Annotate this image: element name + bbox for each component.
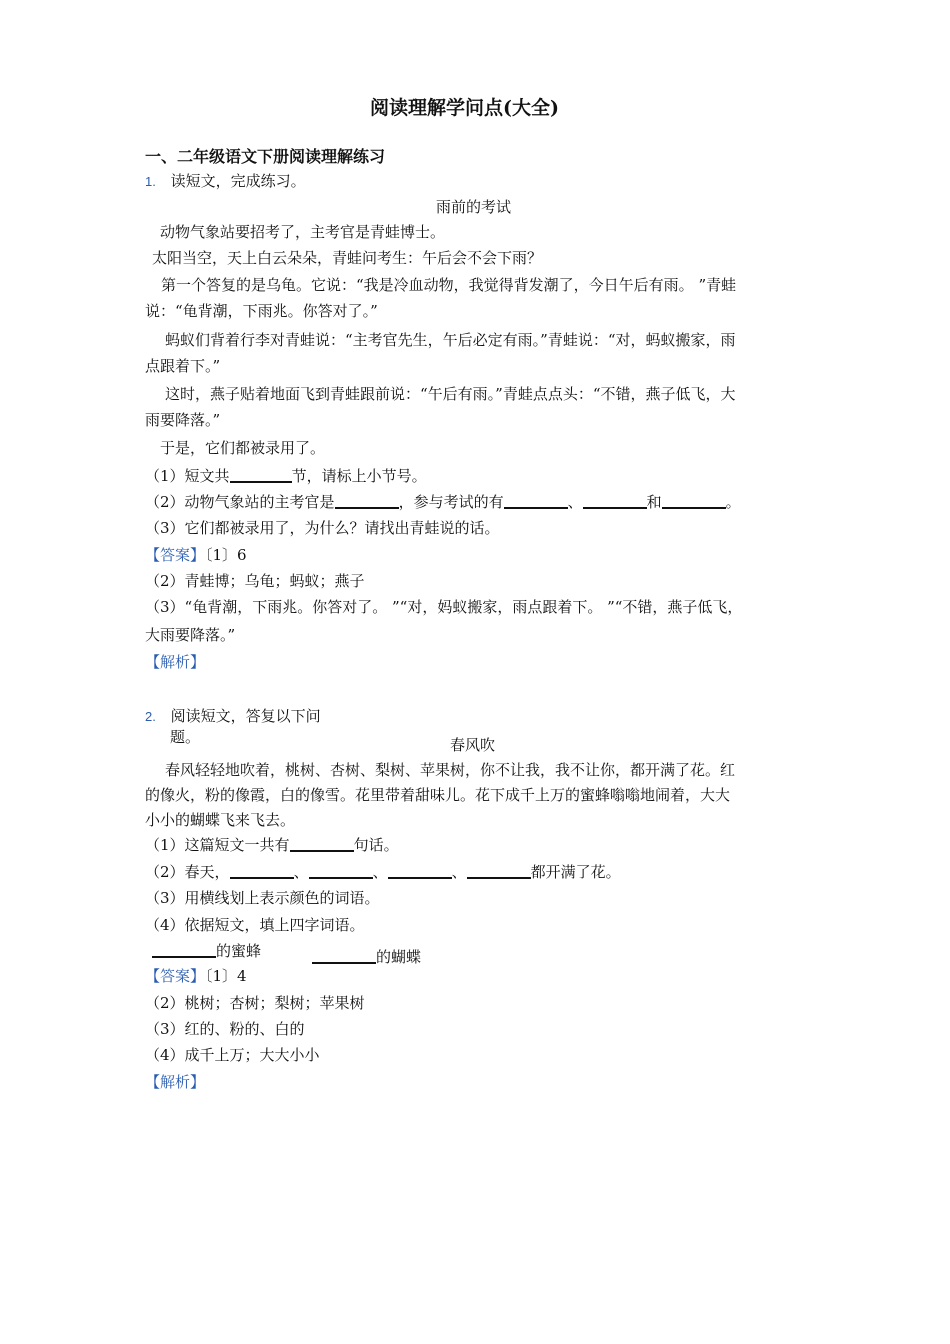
answer-text: 〔1〕6 bbox=[205, 546, 247, 564]
fill-phrase-1 bbox=[152, 941, 261, 961]
answer-text: 〔1〕4 bbox=[205, 967, 247, 985]
sub-question-3 bbox=[145, 518, 500, 538]
answer-line bbox=[145, 993, 365, 1013]
answer-line bbox=[145, 1045, 320, 1065]
prompt-text: 读短文，完成练习。 bbox=[170, 172, 306, 190]
separator: 、 bbox=[293, 863, 309, 881]
fill-blank[interactable] bbox=[230, 863, 294, 879]
sub-number: （1） bbox=[145, 467, 185, 485]
sub-question-2 bbox=[145, 862, 621, 882]
paragraph: 动物气象站要招考了，主考官是青蛙博士。 bbox=[160, 223, 446, 241]
answer-text: 桃树；杏树；梨树；苹果树 bbox=[184, 994, 365, 1012]
sub-text: 。 bbox=[725, 493, 741, 511]
analysis-label: 【解析】 bbox=[145, 1073, 206, 1091]
fill-blank[interactable] bbox=[388, 863, 452, 879]
prompt-text-cont: 题。 bbox=[170, 728, 201, 746]
paragraph: 于是，它们都被录用了。 bbox=[160, 439, 326, 457]
sub-number: （4） bbox=[145, 1046, 185, 1064]
section-heading: 一、二年级语文下册阅读理解练习 bbox=[145, 147, 386, 166]
answer-line bbox=[145, 966, 247, 986]
sub-number: （1） bbox=[145, 836, 185, 854]
paragraph: 春风轻轻地吹着，桃树、杏树、梨树、苹果树，你不让我，我不让你，都开满了花。红 bbox=[165, 761, 736, 779]
sub-number: （2） bbox=[145, 493, 185, 511]
sub-number: （3） bbox=[145, 519, 185, 537]
fill-blank[interactable] bbox=[335, 493, 399, 509]
analysis-label: 【解析】 bbox=[145, 653, 206, 671]
prompt-text: 阅读短文，答复以下问 bbox=[170, 707, 321, 725]
answer-line bbox=[145, 597, 742, 617]
sub-question-1 bbox=[145, 466, 427, 486]
fill-phrase-2 bbox=[312, 947, 421, 967]
sub-number: （3） bbox=[145, 889, 185, 907]
passage-title: 雨前的考试 bbox=[436, 198, 512, 216]
paragraph: 第一个答复的是乌龟。它说：“我是冷血动物，我觉得背发潮了，今日午后有雨。 ”青蛙 bbox=[161, 276, 737, 294]
answer-line bbox=[145, 571, 365, 591]
sub-text: 的蝴蝶 bbox=[376, 948, 422, 966]
paragraph: 蚂蚁们背着行李对青蛙说：“主考官先生，午后必定有雨。”青蛙说：“对，蚂蚁搬家，雨 bbox=[165, 331, 736, 349]
sub-question-1 bbox=[145, 835, 399, 855]
sub-number: （3） bbox=[145, 1020, 185, 1038]
answer-label: 【答案】 bbox=[145, 546, 206, 564]
sub-text: 的蜜蜂 bbox=[216, 942, 262, 960]
fill-blank[interactable] bbox=[467, 863, 531, 879]
answer-text: “龟背潮，下雨兆。你答对了。 ”“对，妈蚁搬家，雨点跟着下。 ”“不错，燕子低飞， bbox=[184, 598, 743, 616]
sub-question-4 bbox=[145, 915, 365, 935]
passage-title: 春风吹 bbox=[450, 736, 496, 754]
sub-text: 这篇短文一共有 bbox=[184, 836, 290, 854]
paragraph: 这时，燕子贴着地面飞到青蛙跟前说：“午后有雨。”青蛙点点头：“不错，燕子低飞，大 bbox=[165, 385, 736, 403]
sub-text: 动物气象站的主考官是 bbox=[184, 493, 335, 511]
answer-text: 青蛙博；乌龟；蚂蚁；燕子 bbox=[184, 572, 365, 590]
question-1-prompt bbox=[145, 171, 306, 192]
sub-number: （2） bbox=[145, 863, 185, 881]
paragraph-cont: 的像火，粉的像霞，白的像雪。花里带着甜味儿。花下成千上万的蜜蜂嗡嗡地闹着，大大 bbox=[145, 786, 731, 804]
question-2-prompt bbox=[145, 706, 321, 727]
sub-text: 依据短文，填上四字词语。 bbox=[184, 916, 365, 934]
fill-blank[interactable] bbox=[152, 942, 216, 958]
sub-text: 用横线划上表示颜色的词语。 bbox=[184, 889, 380, 907]
sub-text: 都开满了花。 bbox=[530, 863, 621, 881]
sub-text: 它们都被录用了，为什么？请找出青蛙说的话。 bbox=[184, 519, 500, 537]
paragraph-cont: 小小的蝴蝶飞来飞去。 bbox=[145, 811, 296, 829]
fill-blank[interactable] bbox=[290, 836, 354, 852]
answer-text: 红的、粉的、白的 bbox=[184, 1020, 305, 1038]
sub-number: （3） bbox=[145, 598, 185, 616]
answer-line bbox=[145, 545, 247, 565]
sub-text: 节，请标上小节号。 bbox=[291, 467, 427, 485]
separator: 、 bbox=[372, 863, 388, 881]
sub-number: （2） bbox=[145, 994, 185, 1012]
sub-text: 短文共 bbox=[184, 467, 230, 485]
fill-blank[interactable] bbox=[662, 493, 726, 509]
fill-blank[interactable] bbox=[309, 863, 373, 879]
paragraph-cont: 说：“龟背潮，下雨兆。你答对了。” bbox=[145, 302, 378, 320]
page-title: 阅读理解学问点(大全) bbox=[370, 97, 559, 119]
paragraph-cont: 雨要降落。” bbox=[145, 411, 221, 429]
sub-number: （4） bbox=[145, 916, 185, 934]
fill-blank[interactable] bbox=[504, 493, 568, 509]
sub-text: ，参与考试的有 bbox=[398, 493, 504, 511]
fill-blank[interactable] bbox=[230, 467, 292, 483]
paragraph-cont: 点跟着下。” bbox=[145, 357, 221, 375]
fill-blank[interactable] bbox=[312, 948, 376, 964]
sub-number: （2） bbox=[145, 572, 185, 590]
answer-line-cont: 大雨要降落。” bbox=[145, 626, 236, 644]
sub-question-2 bbox=[145, 492, 741, 512]
separator: 、 bbox=[451, 863, 467, 881]
question-number: 2. bbox=[145, 709, 156, 724]
separator: 、 bbox=[567, 493, 583, 511]
answer-label: 【答案】 bbox=[145, 967, 206, 985]
sub-text: 句话。 bbox=[353, 836, 399, 854]
answer-text: 成千上万；大大小小 bbox=[184, 1046, 320, 1064]
sub-text: 和 bbox=[646, 493, 662, 511]
sub-text: 春天， bbox=[184, 863, 230, 881]
sub-question-3 bbox=[145, 888, 380, 908]
fill-blank[interactable] bbox=[583, 493, 647, 509]
question-number: 1. bbox=[145, 174, 156, 189]
answer-line bbox=[145, 1019, 305, 1039]
paragraph: 太阳当空，天上白云朵朵，青蛙问考生：午后会不会下雨？ bbox=[152, 249, 543, 267]
